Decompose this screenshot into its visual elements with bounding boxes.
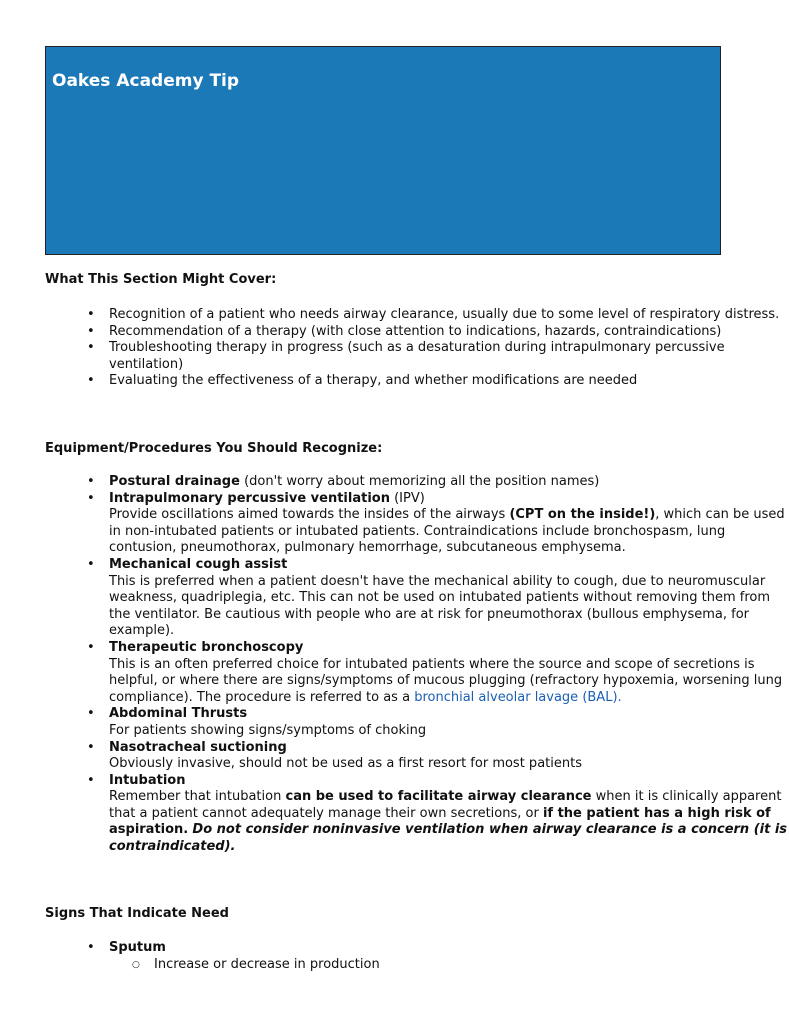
item-title: Abdominal Thrusts <box>109 706 248 722</box>
desc-text: Provide oscillations aimed towards the insides of the airways <box>109 507 510 523</box>
desc-emphasis: can be used to facilitate airway clearance <box>285 789 592 805</box>
list-item-cough-assist <box>109 557 789 640</box>
item-title: Intubation <box>109 772 186 788</box>
item-title: Therapeutic bronchoscopy <box>109 639 304 655</box>
section-heading-equipment: Equipment/Procedures You Should Recognize: <box>45 441 383 456</box>
equipment-list <box>45 474 789 856</box>
desc-warning: Do not consider noninvasive ventilation when airway clearance is a concern (it is contraindicated). <box>109 822 788 855</box>
list-item-intubation <box>109 773 789 856</box>
item-description: For patients showing signs/symptoms of choking <box>109 722 427 738</box>
desc-text: This is an often preferred choice for intubated patients where the source and scope of secretions is helpful, or where there are signs/symptoms of mucous plugging (refractory hypoxemia, worsening lung compliance). The procedure is referred to as a <box>109 656 783 705</box>
item-title: Nasotracheal suctioning <box>109 739 287 755</box>
item-description <box>109 657 789 707</box>
desc-text: when it is clinically apparent that a patient cannot adequately manage their own secretions, or <box>109 789 782 821</box>
signs-list <box>45 940 789 973</box>
sub-list-item: ○ Increase or decrease in production <box>154 957 789 974</box>
item-note: (don't worry about memorizing all the position names) <box>239 474 600 489</box>
list-item: • Troubleshooting therapy in progress (such as a desaturation during intrapulmonary percussive ventilation) <box>109 340 789 373</box>
item-title: Mechanical cough assist <box>109 556 288 572</box>
desc-emphasis: (CPT on the inside!) <box>509 507 656 523</box>
list-item: • Evaluating the effectiveness of a therapy, and whether modifications are needed <box>109 373 789 390</box>
section-heading-cover: What This Section Might Cover: <box>45 272 277 287</box>
desc-text: Remember that intubation <box>109 789 286 805</box>
item-description: Obviously invasive, should not be used as a first resort for most patients <box>109 756 582 772</box>
list-item-abdominal-thrusts <box>109 706 789 739</box>
item-description <box>109 507 789 557</box>
list-item-bronchoscopy <box>109 640 789 706</box>
item-title: Intrapulmonary percussive ventilation <box>109 490 390 506</box>
list-item-sputum <box>109 940 789 973</box>
item-description: This is preferred when a patient doesn't have the mechanical ability to cough, due to neuromuscular weakness, quadriplegia, etc. This can not be used on intubated patients without removing them from the ventilator. Be cautious with people who are at risk for pneumothorax (bullous emphysema, for example). <box>109 573 771 639</box>
item-title: Sputum <box>109 940 166 955</box>
cover-list <box>45 307 789 390</box>
list-item: • Recommendation of a therapy (with close attention to indications, hazards, contraindications) <box>109 324 789 341</box>
item-title: Postural drainage <box>109 474 240 489</box>
item-description <box>109 789 789 855</box>
item-abbr: (IPV) <box>389 490 425 506</box>
list-item-postural-drainage <box>109 474 789 491</box>
desc-text: , which can be used in non-intubated patients or intubated patients. Contraindications include bronchospasm, lung contusion, pneumothorax, pulmonary hemorrhage, subcutaneous emphysema. <box>109 507 785 556</box>
list-item-nasotracheal <box>109 740 789 773</box>
sputum-sublist <box>109 957 789 974</box>
list-item: • Recognition of a patient who needs airway clearance, usually due to some level of respiratory distress. <box>109 307 789 324</box>
list-item-ipv <box>109 491 789 557</box>
section-heading-signs: Signs That Indicate Need <box>45 906 229 921</box>
tip-box <box>45 46 721 255</box>
desc-emphasis: if the patient has a high risk of aspiration. <box>109 805 771 838</box>
tip-title: Oakes Academy Tip <box>52 71 240 91</box>
bal-link[interactable]: bronchial alveolar lavage (BAL). <box>414 689 622 705</box>
